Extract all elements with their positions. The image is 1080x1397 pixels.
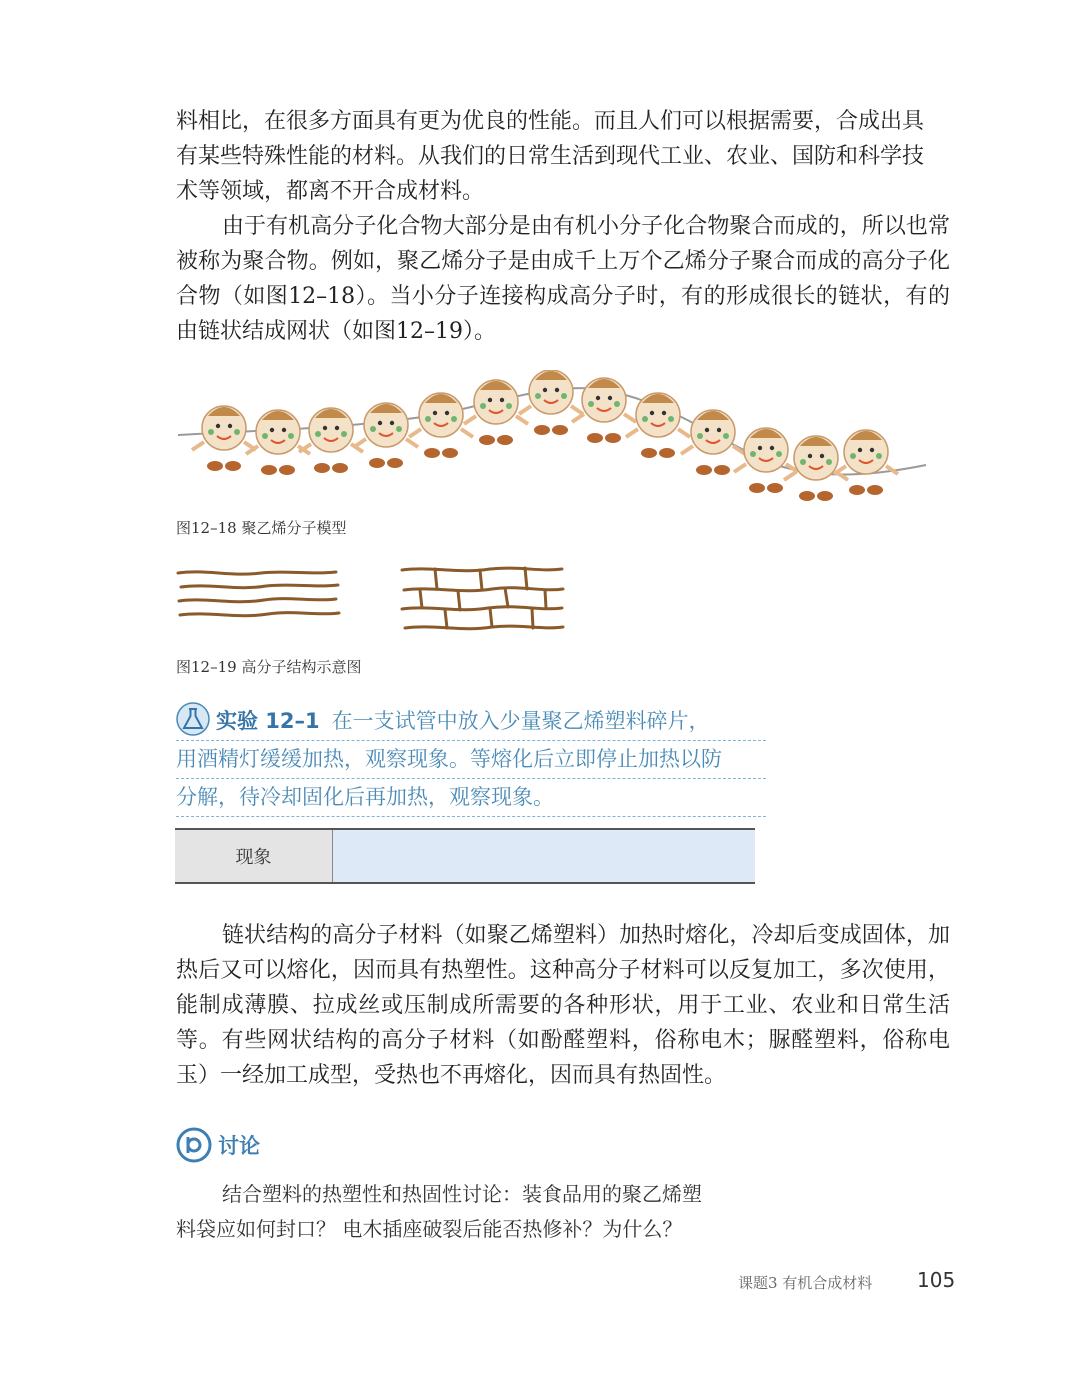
paragraph-polymer-intro bbox=[176, 209, 950, 349]
observation-label: 现象 bbox=[175, 829, 333, 883]
para2-text: 由于有机高分子化合物大部分是由有机小分子化合物聚合而成的，所以也常被称为聚合物。例如，聚乙烯分子是由成千上万个乙烯分子聚合而成的高分子化合物（如图12–18）。当小分子连接构成高分子时，有的形成很长的链状，有的由链状结成网状（如图12–19）。 bbox=[176, 214, 950, 344]
flask-icon bbox=[176, 702, 210, 736]
paragraph-thermoplastic bbox=[176, 918, 950, 1093]
discussion-line-2: 料袋应如何封口？ 电木插座破裂后能否热修补？为什么？ bbox=[176, 1217, 683, 1241]
experiment-text-1: 在一支试管中放入少量聚乙烯塑料碎片， bbox=[331, 709, 710, 733]
para1-line: 有某些特殊性能的材料。从我们的日常生活到现代工业、农业、国防和科学技 bbox=[176, 144, 925, 169]
observation-value bbox=[333, 829, 756, 883]
experiment-line-2: 用酒精灯缓缓加热，观察现象。等熔化后立即停止加热以防 bbox=[176, 741, 766, 779]
discussion-title: 讨论 bbox=[218, 1134, 260, 1158]
ethylene-figure bbox=[519, 370, 583, 435]
observation-table bbox=[175, 828, 755, 884]
page-number: 105 bbox=[917, 1268, 956, 1292]
ethylene-figure bbox=[834, 430, 898, 495]
para1-line: 术等领域，都离不开合成材料。 bbox=[176, 179, 485, 204]
para3-text: 链状结构的高分子材料（如聚乙烯塑料）加热时熔化，冷却后变成固体，加热后又可以熔化，因而具有热塑性。这种高分子材料可以反复加工，多次使用，能制成薄膜、拉成丝或压制成所需要的各种形状，用于工业、农业和日常生活等。有些网状结构的高分子材料（如酚醛塑料，俗称电木；脲醛塑料，俗称电玉）一经加工成型，受热也不再熔化，因而具有热固性。 bbox=[176, 923, 950, 1088]
table-row bbox=[175, 829, 755, 883]
para1-line: 料相比，在很多方面具有更为优良的性能。而且人们可以根据需要，合成出具 bbox=[176, 109, 925, 134]
discussion-line-1: 结合塑料的热塑性和热固性讨论：装食品用的聚乙烯塑 bbox=[222, 1182, 702, 1206]
ethylene-figure bbox=[626, 393, 690, 458]
ethylene-figure bbox=[681, 410, 745, 475]
footer-section-title: 课题3 有机合成材料 bbox=[738, 1274, 873, 1292]
ethylene-figure bbox=[246, 410, 310, 475]
figure-caption-12-19: 图12–19 高分子结构示意图 bbox=[176, 658, 362, 676]
polyethylene-molecule-cartoon bbox=[176, 370, 931, 505]
network-structure bbox=[400, 562, 565, 637]
discussion-text bbox=[176, 1177, 776, 1247]
ethylene-figure bbox=[299, 408, 363, 473]
ethylene-figure bbox=[409, 393, 473, 458]
discussion-heading bbox=[176, 1127, 260, 1163]
ethylene-figure bbox=[192, 406, 256, 471]
linear-chain-structure bbox=[176, 565, 341, 630]
experiment-title: 实验 12–1 bbox=[216, 709, 320, 733]
ethylene-figure bbox=[734, 428, 798, 493]
discussion-icon bbox=[176, 1127, 212, 1163]
experiment-box bbox=[176, 702, 766, 817]
experiment-line-1 bbox=[176, 702, 766, 741]
figure-caption-12-18: 图12–18 聚乙烯分子模型 bbox=[176, 519, 347, 537]
paragraph-continuation bbox=[176, 104, 950, 209]
experiment-line-3: 分解，待冷却固化后再加热，观察现象。 bbox=[176, 779, 766, 817]
